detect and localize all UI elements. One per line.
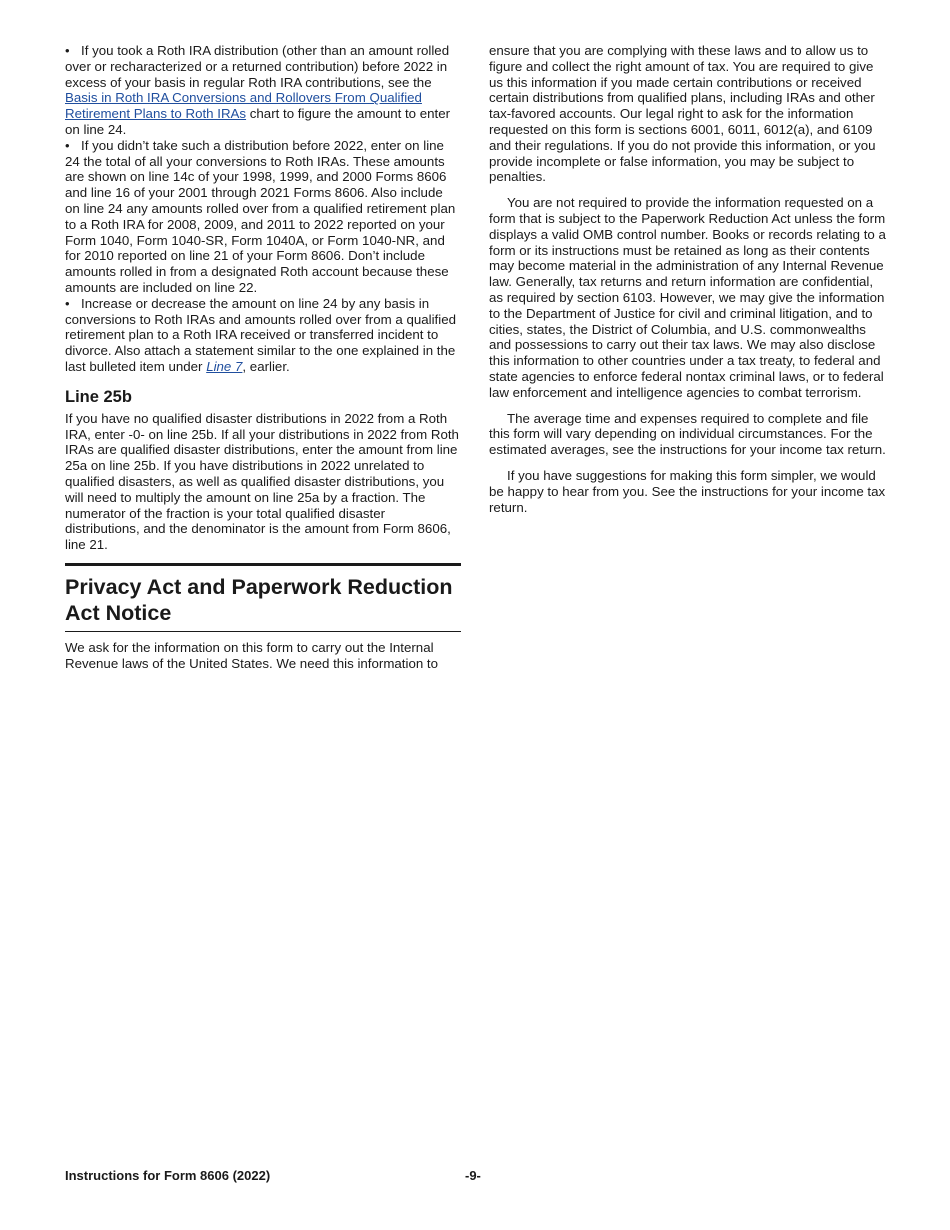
bullet-item-roth-distribution: [65, 43, 461, 138]
bullet-item-no-distribution: • If you didn’t take such a distribution before 2022, enter on line 24 the total of all your conversions to Roth IRAs. These amounts are shown on line 14c of your 1998, 1999, and 2000 Forms 8606 and line 16 of your 2001 through 2021 Forms 8606. Also include on line 24 any amounts rolled over from a qualified retirement plan to a Roth IRA for 2008, 2009, and 2011 to 2022 reported on your Form 1040, Form 1040-SR, Form 1040A, or Form 1040-NR, and for 2010 reported on line 21 of your Form 8606. Don’t include amounts rolled in from a designated Roth account because these amounts are included on line 22.: [65, 138, 461, 296]
right-column: [489, 43, 886, 515]
privacy-act-paragraph: We ask for the information on this form to carry out the Internal Revenue laws of the United States. We need this information to: [65, 639, 439, 671]
bullet3-text-after: , earlier.: [242, 358, 290, 374]
line-25b-paragraph: If you have no qualified disaster distributions in 2022 from a Roth IRA, enter -0- on line 25b. If all your distributions in 2022 from Roth IRAs are qualified disaster distributions, enter the amount from line 25a on line 25b. If you have distributions in 2022 unrelated to qualified disasters, as well as qualified disaster distributions, you will need to multiply the amount on line 25a by a fraction. The numerator of the fraction is your total qualified disaster distributions, and the denominator is the amount from Form 8606, line 21.: [65, 410, 459, 553]
bullet3-text-before: Increase or decrease the amount on line 24 by any basis in conversions to Roth IRAs and amounts rolled over from a qualified retirement plan to a Roth IRA received or transferred incident to divorce. Also attach a statement similar to the one explained in the last bulleted item under: [65, 295, 456, 374]
bullet1-text-before: If you took a Roth IRA distribution (other than an amount rolled over or recharacterized or a returned contribution) before 2022 in excess of your basis in regular Roth IRA contributions, see the: [65, 43, 450, 90]
footer-form-title: Instructions for Form 8606 (2022): [65, 1168, 271, 1183]
suggestions-paragraph: If you have suggestions for making this form simpler, we would be happy to hear from you. See the instructions for your income tax return.: [489, 467, 886, 515]
paperwork-reduction-paragraph: You are not required to provide the information requested on a form that is subject to the Paperwork Reduction Act unless the form displays a valid OMB control number. Books or records relating to a form or its instructions must be retained as long as their contents may become material in the administration of any Internal Revenue law. Generally, tax returns and return information are confidential, as required by section 6103. However, we may give the information to the Department of Justice for civil and criminal litigation, and to cities, states, the District of Columbia, and U.S. commonwealths and possessions to carry out their tax laws. We may also disclose this information to other countries under a tax treaty, to federal and state agencies to enforce federal nontax criminal laws, or to federal law enforcement and intelligence agencies to combat terrorism.: [489, 195, 886, 400]
section-top-rule: [65, 563, 461, 566]
footer-page-number: -9-: [465, 1168, 481, 1183]
privacy-act-heading: Privacy Act and Paperwork Reduction Act Notice: [65, 574, 453, 625]
privacy-continued-paragraph: ensure that you are complying with these laws and to allow us to figure and collect the right amount of tax. You are required to give us this information if you made certain contributions or received certain distributions from qualified plans, including IRAs and other tax-favored accounts. Our legal right to ask for the information requested on this form is sections 6001, 6011, 6012(a), and 6109 and their regulations. If you do not provide this information, or you provide incomplete or false information, you may be subject to penalties.: [489, 43, 876, 185]
line-25b-heading: Line 25b: [65, 387, 132, 406]
left-column: [65, 43, 461, 672]
bullet1-text-after: chart to figure the amount to enter on line 24.: [65, 106, 451, 137]
section-bottom-rule: [65, 631, 461, 632]
line7-link[interactable]: Line 7: [206, 358, 243, 374]
basis-chart-link[interactable]: Basis in Roth IRA Conversions and Rollovers From Qualified Retirement Plans to Roth IRAs: [65, 90, 422, 122]
time-estimate-paragraph: The average time and expenses required to complete and file this form will vary depending on individual circumstances. For the estimated averages, see the instructions for your income tax return.: [489, 410, 886, 458]
bullet-item-divorce-basis: [65, 296, 461, 375]
